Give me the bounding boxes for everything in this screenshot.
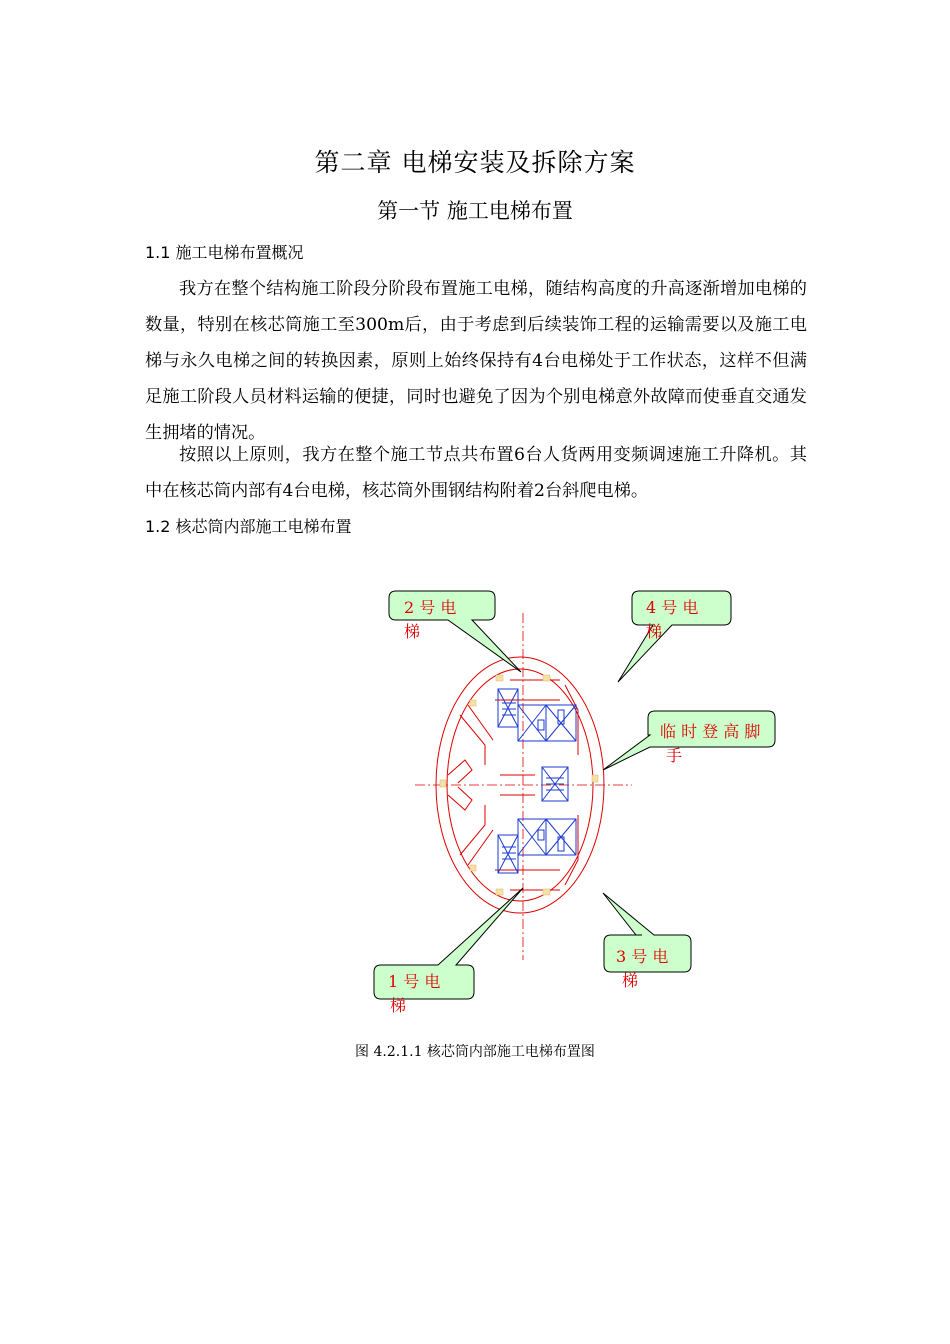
paragraph-principle: 按照以上原则，我方在整个施工节点共布置6台人货两用变频调速施工升降机。其中在核芯筒内部有4台电梯，核芯筒外围钢结构附着2台斜爬电梯。 [145, 445, 807, 501]
chapter-title: 第二章 电梯安装及拆除方案 [314, 148, 636, 177]
callout-elevator-3-line-2: 梯 [622, 971, 639, 990]
core-tube-elevator-layout-figure [360, 575, 800, 1015]
callout-elevator-1-line-1: 1 号 电 [388, 972, 441, 991]
subsection-heading-1: 1.1 施工电梯布置概况 [145, 243, 304, 262]
figure-caption: 图 4.2.1.1 核芯筒内部施工电梯布置图 [355, 1044, 595, 1060]
callout-elevator-1 [374, 888, 523, 1015]
callout-scaffold-line-2: 手 [666, 746, 683, 765]
elevator-shafts [498, 689, 576, 873]
callout-elevator-4-line-1: 4 号 电 [646, 598, 699, 617]
paragraph-overview: 我方在整个结构施工阶段分阶段布置施工电梯，随结构高度的升高逐渐增加电梯的数量，特别在核芯筒施工至300m后，由于考虑到后续装饰工程的运输需要以及施工电梯与永久电梯之间的转换因素，原则上始终保持有4台电梯处于工作状态，这样不但满足施工阶段人员材料运输的便捷，同时也避免了因为个别电梯意外故障而使垂直交通发生拥堵的情况。 [145, 279, 807, 443]
callout-elevator-4 [618, 591, 731, 682]
layout-drawing [360, 575, 800, 1015]
callout-elevator-1-line-2: 梯 [390, 996, 407, 1015]
section-title: 第一节 施工电梯布置 [377, 199, 573, 223]
callout-elevator-2-line-2: 梯 [404, 622, 421, 641]
callout-elevator-4-line-2: 梯 [646, 622, 663, 641]
callout-elevator-2-line-1: 2 号 电 [404, 598, 457, 617]
callout-elevator-3-line-1: 3 号 电 [616, 947, 669, 966]
subsection-heading-2: 1.2 核芯筒内部施工电梯布置 [145, 517, 352, 536]
callout-scaffold-line-1: 临 时 登 高 脚 [660, 722, 761, 741]
callout-scaffold [603, 711, 775, 770]
callout-elevator-3 [603, 893, 691, 990]
